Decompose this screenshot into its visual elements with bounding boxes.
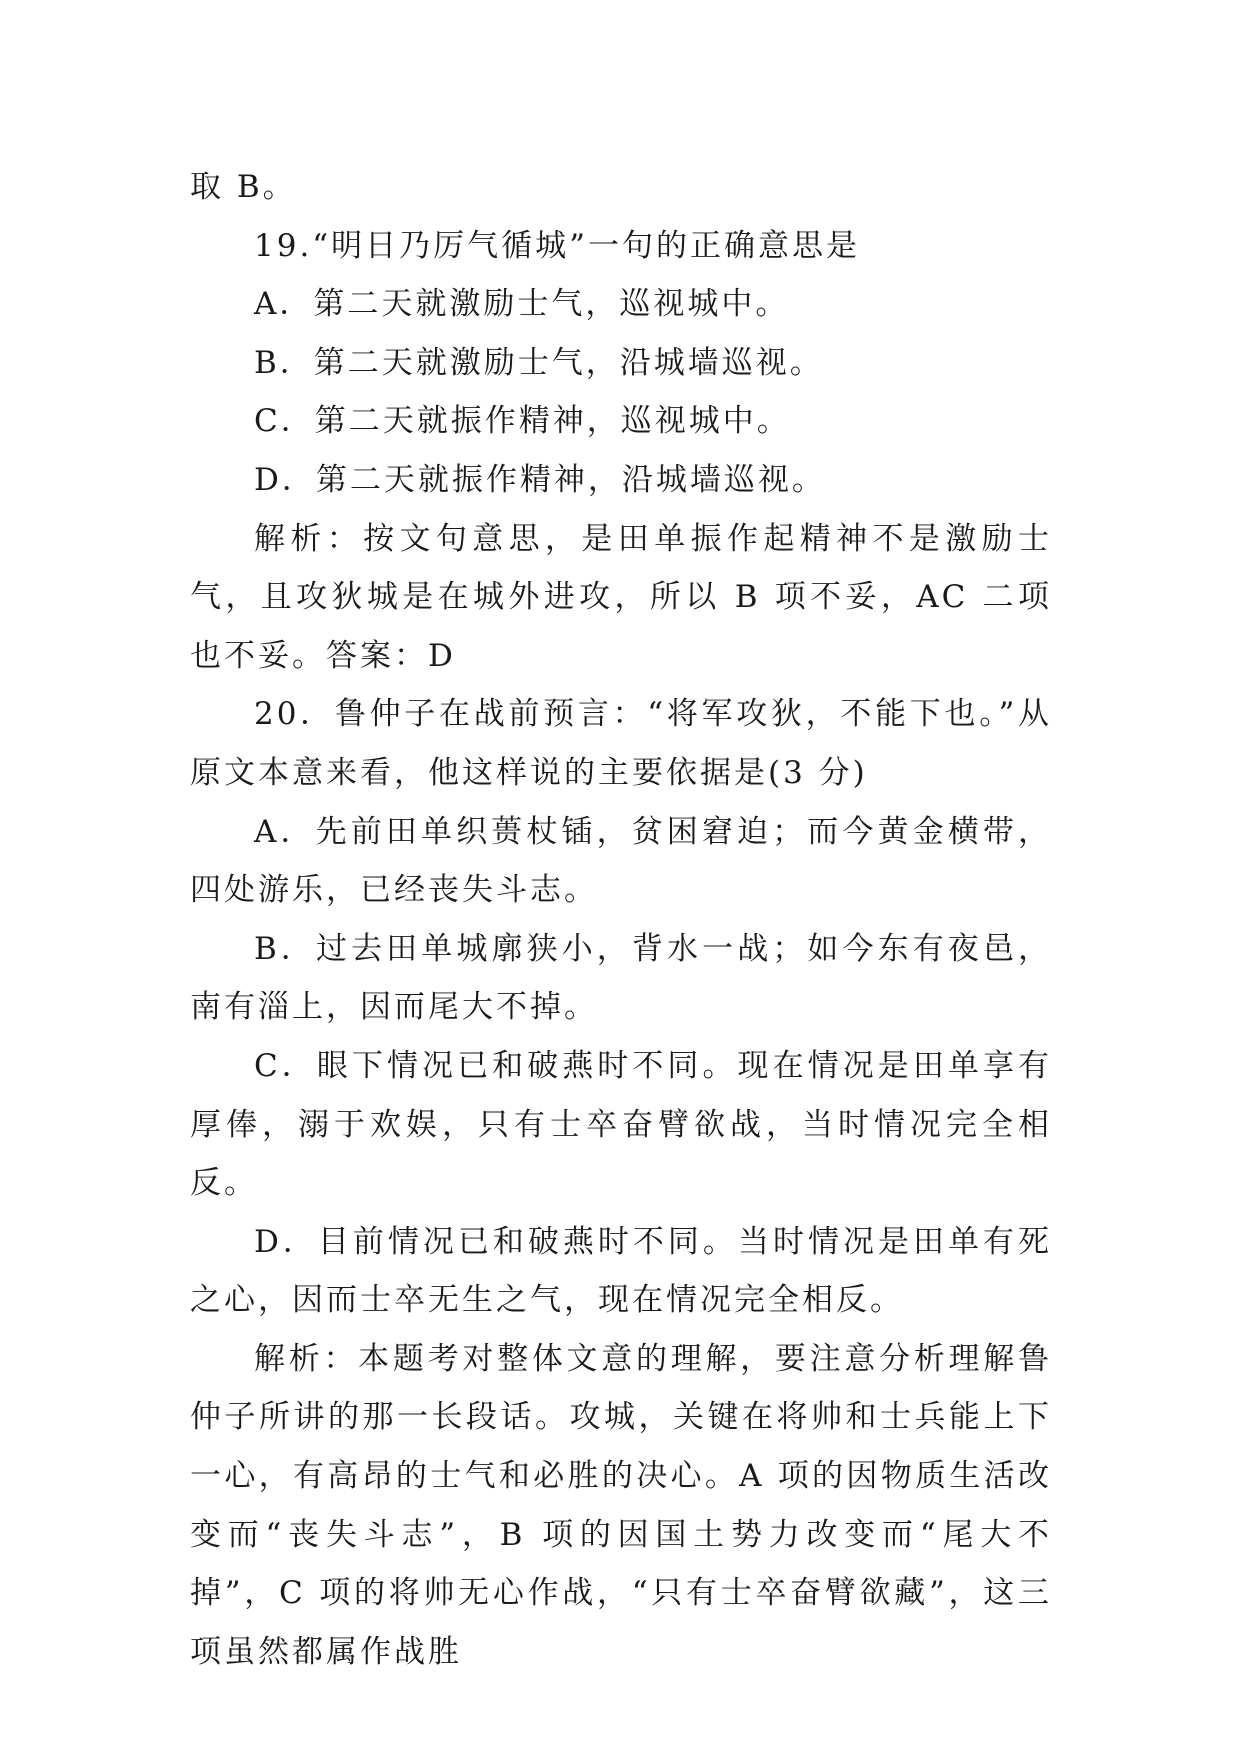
question-20-option-a: A．先前田单织蒉杖锸，贫困窘迫；而今黄金横带，四处游乐，已经丧失斗志。 <box>190 813 1052 909</box>
question-20-option-d: D．目前情况已和破燕时不同。当时情况是田单有死之心，因而士卒无生之气，现在情况完全相反。 <box>190 1223 1052 1319</box>
question-19-option-a: A．第二天就激励士气，巡视城中。 <box>254 286 790 323</box>
question-19-analysis: 解析：按文句意思，是田单振作起精神不是激励士气，且攻狄城是在城外进攻，所以 B 项不妥，AC 二项也不妥。答案：D <box>190 520 1052 674</box>
question-19-option-d: D．第二天就振作精神，沿城墙巡视。 <box>254 461 826 498</box>
question-20-analysis: 解析：本题考对整体文意的理解，要注意分析理解鲁仲子所讲的那一长段话。攻城，关键在将帅和士兵能上下一心，有高昂的士气和必胜的决心。A 项的因物质生活改变而“丧失斗志”，B 项的因国土势力改变而“尾大不掉”，C 项的将帅无心作战，“只有士卒奋臂欲藏”，这三项虽然都属作战胜 <box>190 1340 1052 1670</box>
paragraph-answer-tail: 取 B。 <box>190 169 297 205</box>
document-body <box>190 158 1052 1681</box>
question-19-stem: 19.“明日乃厉气循城”一句的正确意思是 <box>254 227 860 264</box>
question-20-option-c: C．眼下情况已和破燕时不同。现在情况是田单享有厚俸，溺于欢娱，只有士卒奋臂欲战，当时情况完全相反。 <box>190 1047 1052 1202</box>
question-19-option-b: B．第二天就激励士气，沿城墙巡视。 <box>254 344 824 381</box>
question-20-stem: 20．鲁仲子在战前预言：“将军攻狄，不能下也。”从原文本意来看，他这样说的主要依据是(3 分) <box>190 696 1052 791</box>
question-19-option-c: C．第二天就振作精神，巡视城中。 <box>254 403 791 440</box>
question-20-option-b: B．过去田单城廓狭小，背水一战；如今东有夜邑，南有淄上，因而尾大不掉。 <box>190 930 1052 1026</box>
